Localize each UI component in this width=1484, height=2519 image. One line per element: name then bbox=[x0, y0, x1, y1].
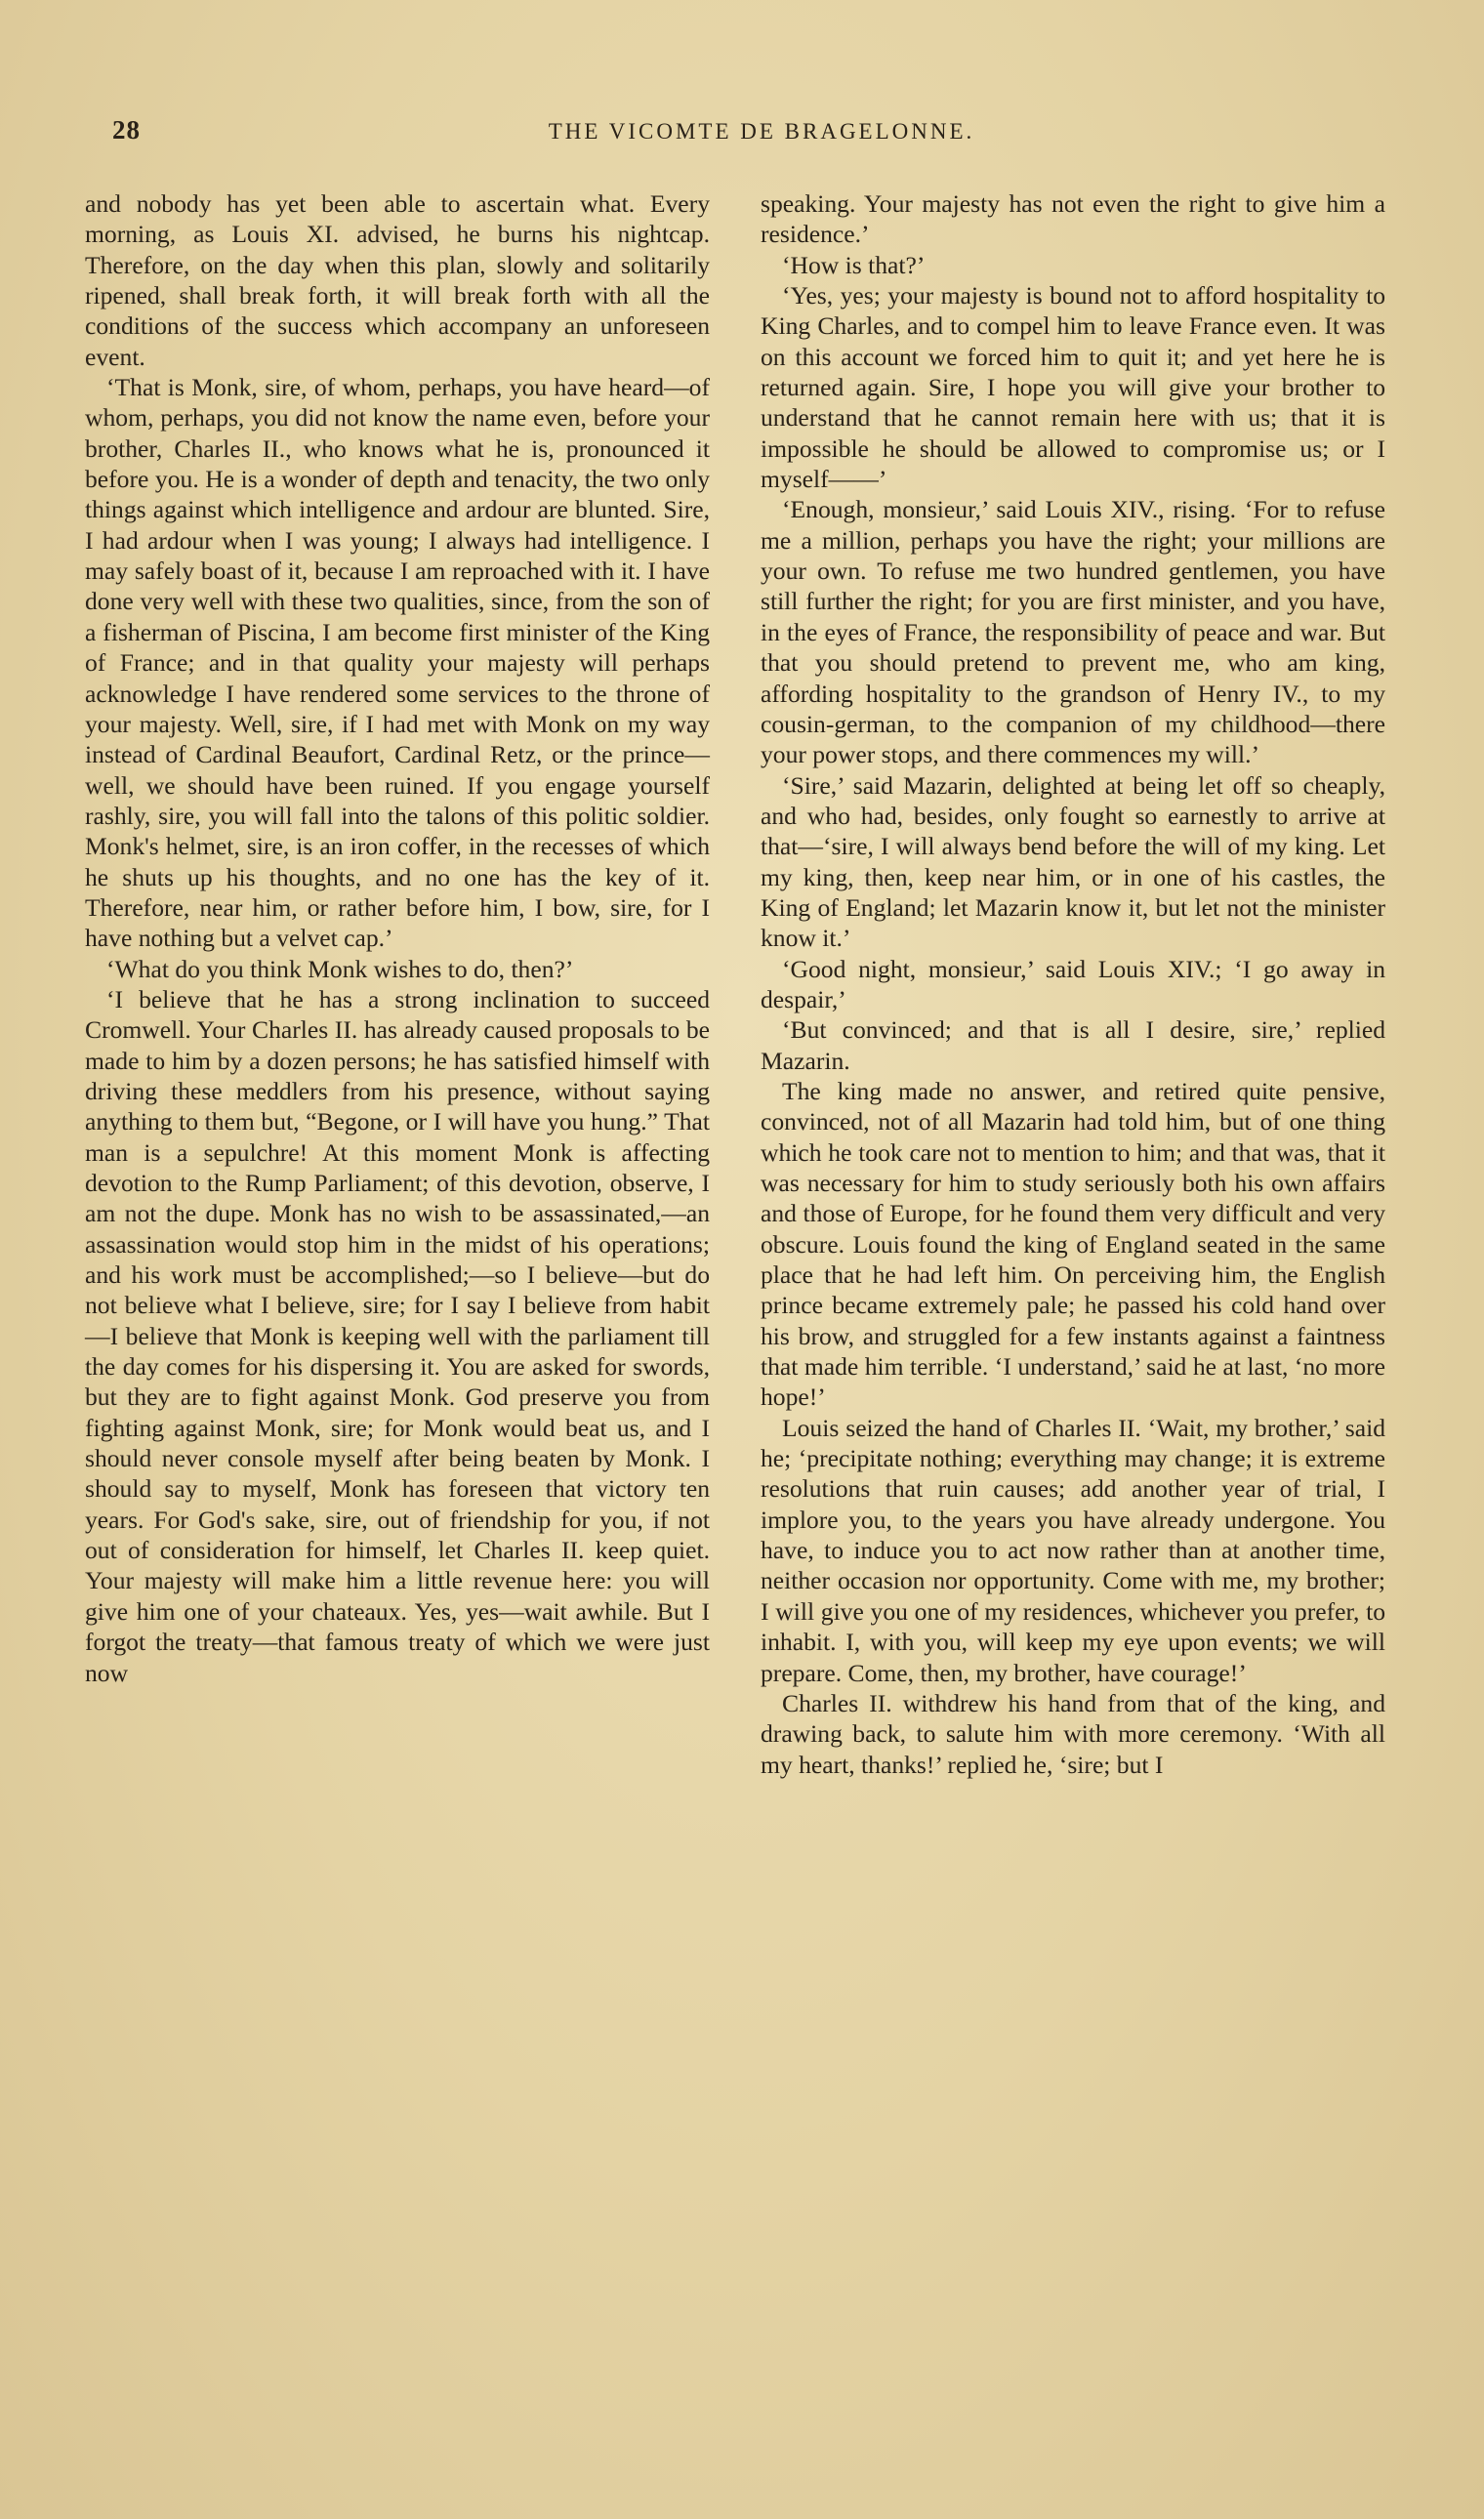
paragraph: ‘Sire,’ said Mazarin, delighted at being let off so cheaply, and who had, besides, only fought so earnestly to arrive at that—‘sire, I will always bend before the will of my king. Let my king, then, keep near him, or in one of his castles, the King of England; let Mazarin know it, but let not the minister know it.’ bbox=[761, 770, 1385, 953]
paragraph: Charles II. withdrew his hand from that of the king, and drawing back, to salute him with more ceremony. ‘With all my heart, thanks!’ replied he, ‘sire; but I bbox=[761, 1688, 1385, 1779]
running-title: THE VICOMTE DE BRAGELONNE. bbox=[548, 119, 975, 144]
paragraph: ‘Enough, monsieur,’ said Louis XIV., rising. ‘For to refuse me a million, perhaps you have the right; your millions are your own. To refuse me two hundred gentlemen, you have still further the right; for you are first minister, and you have, in the eyes of France, the responsibility of peace and war. But that you should pretend to prevent me, who am king, affording hospitality to the grandson of Henry IV., to my cousin-german, to the companion of my childhood—there your power stops, and there commences my will.’ bbox=[761, 495, 1385, 769]
page-header bbox=[112, 115, 1411, 158]
paragraph: ‘Good night, monsieur,’ said Louis XIV.; ‘I go away in despair,’ bbox=[761, 954, 1385, 1013]
paragraph: Louis seized the hand of Charles II. ‘Wait, my brother,’ said he; ‘precipitate nothing; everything may change; it is extreme resolutions that ruin causes; add another year of trial, I implore you, to the years you have already undergone. You have, to induce you to act now rather than at another time, neither occasion nor opportunity. Come with me, my brother; I will give you one of my residences, whichever you prefer, to inhabit. I, with you, will keep my eye upon events; we will prepare. Come, then, my brother, have courage!’ bbox=[761, 1413, 1385, 1687]
paragraph: speaking. Your majesty has not even the right to give him a residence.’ bbox=[761, 189, 1385, 249]
paragraph: ‘Yes, yes; your majesty is bound not to afford hospitality to King Charles, and to compel him to leave France even. It was on this account we forced him to quit it; and yet here he is returned again. Sire, I hope you will give your brother to understand that he cannot remain here with us; that it is impossible he should be allowed to compromise us; or I myself——’ bbox=[761, 281, 1385, 494]
paragraph: ‘What do you think Monk wishes to do, then?’ bbox=[106, 954, 574, 983]
paragraph: and nobody has yet been able to ascertain what. Every morning, as Louis XI. advised, he burns his nightcap. Therefore, on the day when this plan, slowly and solitarily ripened, shall break forth, it will break forth with all the conditions of the success which accompany an unforeseen event. bbox=[85, 189, 710, 371]
page-number: 28 bbox=[112, 115, 141, 145]
text-column-right bbox=[761, 188, 1385, 1780]
paragraph: The king made no answer, and retired quite pensive, convinced, not of all Mazarin had told him, but of one thing which he took care not to mention to him; and that was, that it was necessary for him to study seriously both his own affairs and those of Europe, for he found them very difficult and very obscure. Louis found the king of England seated in the same place that he had left him. On perceiving him, the English prince became extremely pale; he passed his cold hand over his brow, and struggled for a few instants against a faintness that made him terrible. ‘I understand,’ said he at last, ‘no more hope!’ bbox=[761, 1076, 1385, 1412]
text-column-left bbox=[85, 188, 710, 1688]
paragraph: ‘I believe that he has a strong inclination to succeed Cromwell. Your Charles II. has already caused proposals to be made to him by a dozen persons; he has satisfied himself with driving these meddlers from his presence, without saying anything to them but, “Begone, or I will have you hung.” That man is a sepulchre! At this moment Monk is affecting devotion to the Rump Parliament; of this devotion, observe, I am not the dupe. Monk has no wish to be assassinated,—an assassination would stop him in the midst of his operations; and his work must be accomplished;—so I believe—but do not believe what I believe, sire; for I say I believe from habit—I believe that Monk is keeping well with the parliament till the day comes for his dispersing it. You are asked for swords, but they are to fight against Monk. God preserve you from fighting against Monk, sire; for Monk would beat us, and I should never console myself after being beaten by Monk. I should say to myself, Monk has foreseen that victory ten years. For God's sake, sire, out of friendship for you, if not out of consideration for himself, let Charles II. keep quiet. Your majesty will make him a little revenue here: you will give him one of your chateaux. Yes, yes—wait awhile. But I forgot the treaty—that famous treaty of which we were just now bbox=[85, 984, 710, 1687]
paragraph: ‘How is that?’ bbox=[782, 250, 926, 279]
paragraph: ‘But convinced; and that is all I desire, sire,’ replied Mazarin. bbox=[761, 1015, 1385, 1075]
paragraph: ‘That is Monk, sire, of whom, perhaps, you have heard—of whom, perhaps, you did not know the name even, before your brother, Charles II., who knows what he is, pronounced it before you. He is a wonder of depth and tenacity, the two only things against which intelligence and ardour are blunted. Sire, I had ardour when I was young; I always had intelligence. I may safely boast of it, because I am reproached with it. I have done very well with these two qualities, since, from the son of a fisherman of Piscina, I am become first minister of the King of France; and in that quality your majesty will perhaps acknowledge I have rendered some services to the throne of your majesty. Well, sire, if I had met with Monk on my way instead of Cardinal Beaufort, Cardinal Retz, or the prince—well, we should have been ruined. If you engage yourself rashly, sire, you will fall into the talons of this politic soldier. Monk's helmet, sire, is an iron coffer, in the recesses of which he shuts up his thoughts, and no one has the key of it. Therefore, near him, or rather before him, I bow, sire, for I have nothing but a velvet cap.’ bbox=[85, 373, 710, 953]
